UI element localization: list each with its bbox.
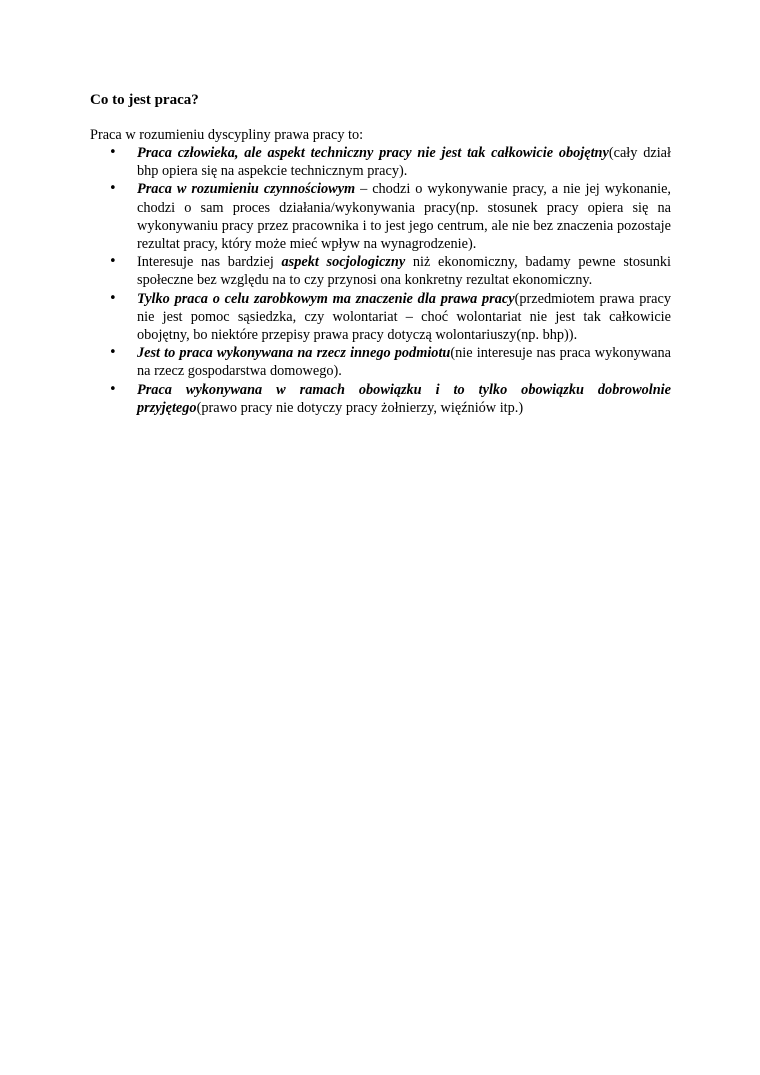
bullet-icon: • <box>109 345 117 361</box>
bullet-list <box>90 144 671 417</box>
item-emphasis: Praca w rozumieniu czynnościowym <box>137 181 356 198</box>
item-emphasis: aspekt socjologiczny <box>281 254 406 271</box>
bullet-icon: • <box>109 181 117 197</box>
item-emphasis: Jest to praca wykonywana na rzecz innego podmiotu <box>137 345 451 362</box>
list-item <box>90 290 671 345</box>
item-emphasis: Tylko praca o celu zarobkowym ma znaczenie dla prawa pracy <box>137 290 515 307</box>
item-text: (prawo pracy nie dotyczy pracy żołnierzy, więźniów itp.) <box>196 399 524 416</box>
bullet-icon: • <box>109 254 117 270</box>
bullet-icon: • <box>109 381 117 397</box>
item-text: Interesuje nas bardziej <box>137 254 282 271</box>
item-emphasis: Praca człowieka, ale aspekt techniczny pracy nie jest tak całkowicie obojętny <box>137 145 609 161</box>
bullet-icon: • <box>109 290 117 306</box>
intro-paragraph: Praca w rozumieniu dyscypliny prawa pracy to: <box>90 127 364 143</box>
item-text: niż ekonomiczny, badamy pewne stosunki społeczne bez względu na to czy przynosi ona konkretny rezultat ekonomiczny. <box>137 254 671 289</box>
item-text: (przedmiotem prawa pracy nie jest pomoc sąsiedzka, czy wolontariat – choć wolontariat nie jest tak całkowicie obojętny, bo niektóre przepisy prawa pracy dotyczą wolontariuszy(np. bhp)). <box>137 290 671 344</box>
list-item <box>90 144 671 180</box>
item-text: (cały dział bhp opiera się na aspekcie technicznym pracy). <box>137 145 671 180</box>
item-emphasis: Praca wykonywana w ramach obowiązku i to tylko obowiązku dobrowolnie przyjętego <box>137 381 671 416</box>
list-item <box>90 381 671 417</box>
page-heading: Co to jest praca? <box>90 92 199 108</box>
list-item <box>90 253 671 289</box>
list-item <box>90 180 671 253</box>
item-text: (nie interesuje nas praca wykonywana na rzecz gospodarstwa domowego). <box>137 345 671 380</box>
list-item <box>90 344 671 380</box>
item-text: – chodzi o wykonywanie pracy, a nie jej wykonanie, chodzi o sam proces działania/wykonywania pracy(np. stosunek pracy opiera się na wykonywaniu pracy przez pracownika i to jest jego centrum, ale nie bez znaczenia pozostaje rezultat pracy, który może mieć wpływ na wynagrodzenie). <box>137 181 671 253</box>
bullet-icon: • <box>109 145 117 160</box>
